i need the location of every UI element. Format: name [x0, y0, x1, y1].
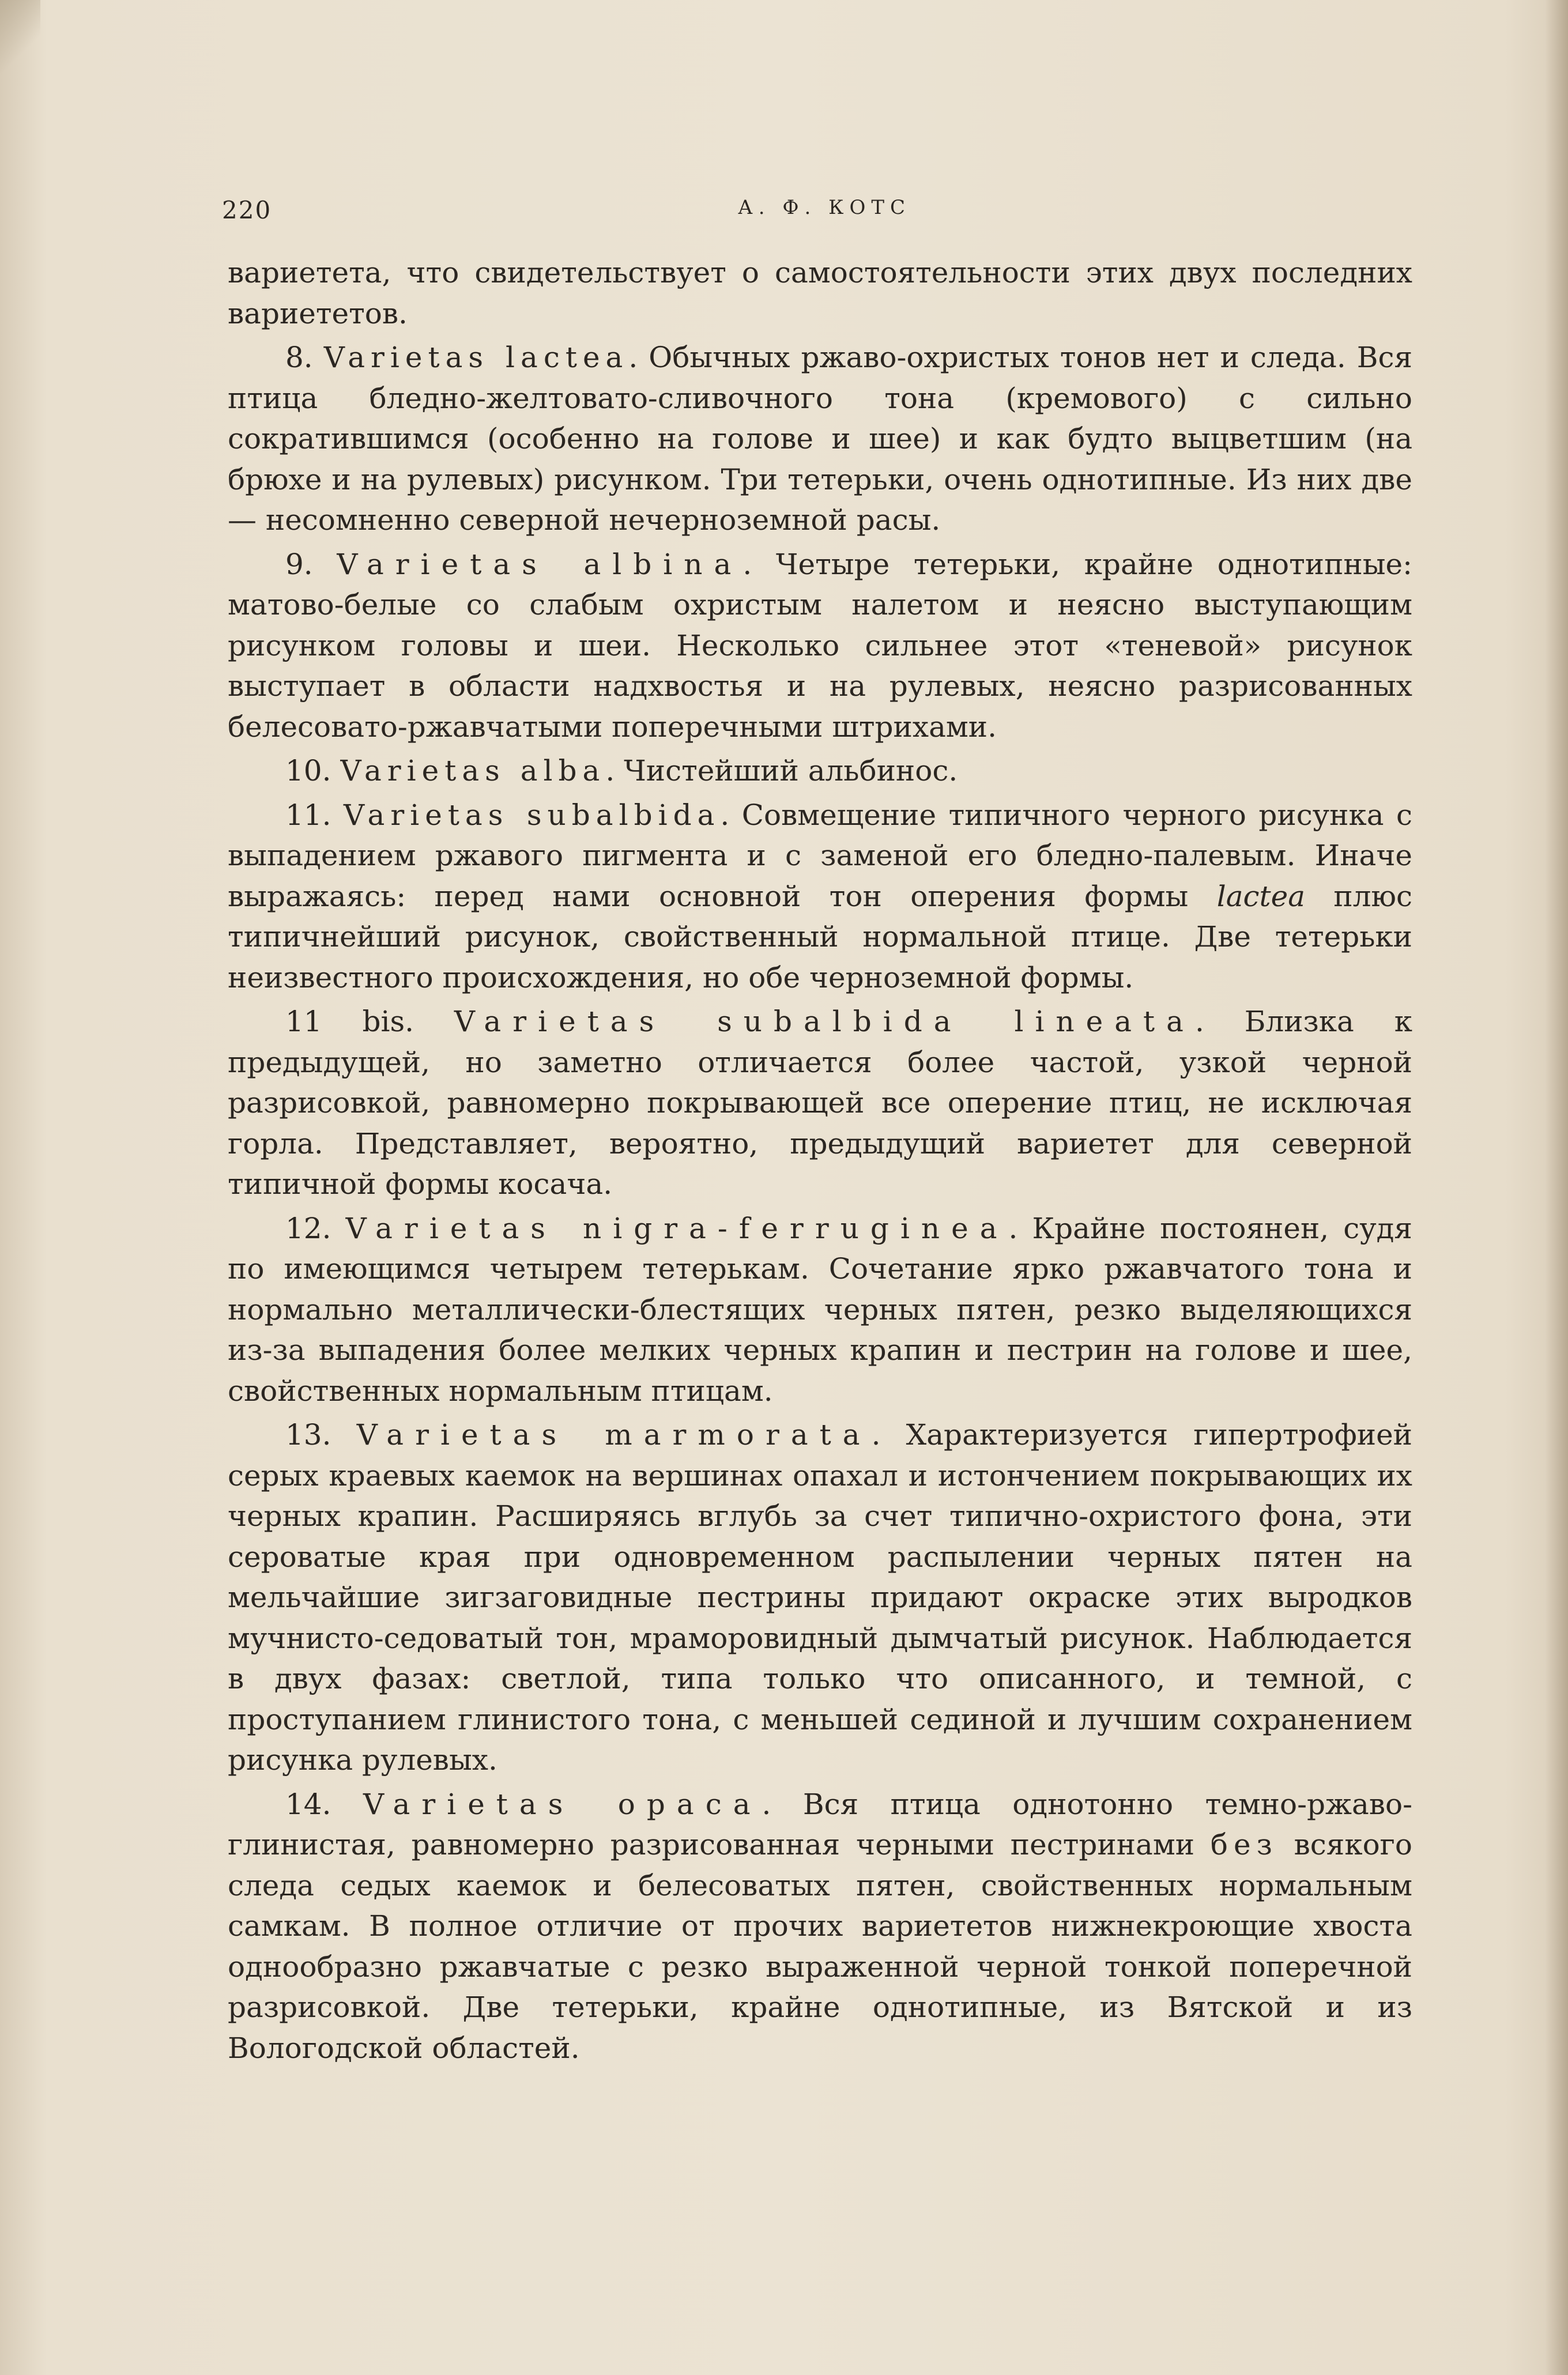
- variety-name: Varietas subalbida lineata: [454, 1005, 1195, 1038]
- italic-term: lactea: [1216, 879, 1305, 913]
- paragraph-variety-12: [228, 1208, 1412, 1412]
- variety-name: Varietas opaca: [363, 1787, 762, 1821]
- paragraph-continuation: [228, 252, 1412, 334]
- variety-name: Varietas nigra-ferruginea: [345, 1211, 1009, 1245]
- paragraph-variety-10: [228, 751, 1412, 791]
- paragraph-variety-13: [228, 1415, 1412, 1781]
- paragraph-text: вариетета, что свидетельствует о самостоятельности этих двух последних вариететов.: [228, 256, 1412, 330]
- variety-name: Varietas lactea: [323, 341, 629, 374]
- item-number: 12.: [285, 1211, 331, 1245]
- paragraph-variety-9: [228, 544, 1412, 748]
- paragraph-text: плюс типичнейший рисунок, свойственный нормальной птице. Две тетерьки неизвестного происхождения, но обе черноземной формы.: [228, 879, 1412, 994]
- paragraph-text: . Четыре тетерьки, крайне однотипные: матово-белые со слабым охристым налетом и неясно выступающим рисунком головы и шеи. Несколько сильнее этот «теневой» рисунок выступает в области надхвостья и на рулевых, неясно разрисованных белесовато-ржавчатыми поперечными штрихами.: [228, 547, 1412, 744]
- spaced-phrase: без: [1210, 1828, 1278, 1861]
- variety-name: Varietas alba: [340, 754, 606, 787]
- item-number: 11.: [285, 798, 331, 832]
- page-header: [222, 190, 1427, 236]
- paragraph-text: . Совмещение типичного черного рисунка с выпадением ржавого пигмента и с заменой его бледно-палевым. Иначе выражаясь: перед нами основной тон оперения формы: [228, 798, 1413, 913]
- paragraph-variety-11bis: [228, 1001, 1412, 1205]
- item-number: 10.: [285, 754, 331, 787]
- body-text: [228, 252, 1412, 2068]
- paragraph-variety-11: [228, 795, 1412, 998]
- item-number: 14.: [285, 1787, 331, 1821]
- variety-name: Varietas albina: [337, 547, 743, 581]
- variety-name: Varietas subalbida: [344, 798, 721, 832]
- item-number: 13.: [285, 1418, 331, 1452]
- paragraph-text: . Близка к предыдущей, но заметно отличается более частой, узкой черной разрисовкой, равномерно покрывающей все оперение птиц, не исключая горла. Представляет, вероятно, предыдущий вариетет для северной типичной формы косача.: [228, 1005, 1412, 1201]
- paragraph-text: . Вся птица однотонно темно-ржаво-глинистая, равномерно разрисованная черными пестринами: [228, 1787, 1412, 1861]
- page-edge-shadow: [1545, 0, 1568, 2375]
- item-number: 11 bis.: [285, 1005, 414, 1038]
- paragraph-text: . Крайне постоянен, судя по имеющимся четырем тетерькам. Сочетание ярко ржавчатого тона и нормально металлически-блестящих черных пятен, резко выделяющихся из-за выпадения более мелких черных крапин и пестрин на голове и шее, свойственных нормальным птицам.: [228, 1211, 1412, 1408]
- paragraph-text: . Чистейший альбинос.: [605, 754, 958, 787]
- paragraph-text: всякого следа седых каемок и белесоватых пятен, свойственных нормальным самкам. В полное отличие от прочих вариететов нижнекроющие хвоста однообразно ржавчатые с резко выраженной черной тонкой поперечной разрисовкой. Две тетерьки, крайне однотипные, из Вятской и из Вологодской областей.: [228, 1828, 1412, 2065]
- item-number: 8.: [285, 341, 313, 374]
- page-corner-fold: [0, 0, 40, 86]
- paragraph-variety-14: [228, 1784, 1412, 2069]
- running-head: А. Ф. КОТС: [737, 196, 911, 219]
- paragraph-variety-8: [228, 337, 1412, 541]
- page-number: 220: [222, 196, 272, 224]
- paragraph-text: . Обычных ржаво-охристых тонов нет и следа. Вся птица бледно-желтовато-сливочного тона (кремового) с сильно сократившимся (особенно на голове и шее) и как будто выцветшим (на брюхе и на рулевых) рисунком. Три тетерьки, очень однотипные. Из них две — несомненно северной нечерноземной расы.: [228, 341, 1412, 537]
- paragraph-text: . Характеризуется гипертрофией серых краевых каемок на вершинах опахал и истончением покрывающих их черных крапин. Расширяясь вглубь за счет типично-охристого фона, эти сероватые края при одновременном распылении черных пятен на мельчайшие зигзаговидные пестрины придают окраске этих выродков мучнисто-седоватый тон, мраморовидный дымчатый рисунок. Наблюдается в двух фазах: светлой, типа только что описанного, и темной, с проступанием глинистого тона, с меньшей сединой и лучшим сохранением рисунка рулевых.: [228, 1418, 1412, 1777]
- item-number: 9.: [285, 547, 313, 581]
- variety-name: Varietas marmorata: [356, 1418, 872, 1452]
